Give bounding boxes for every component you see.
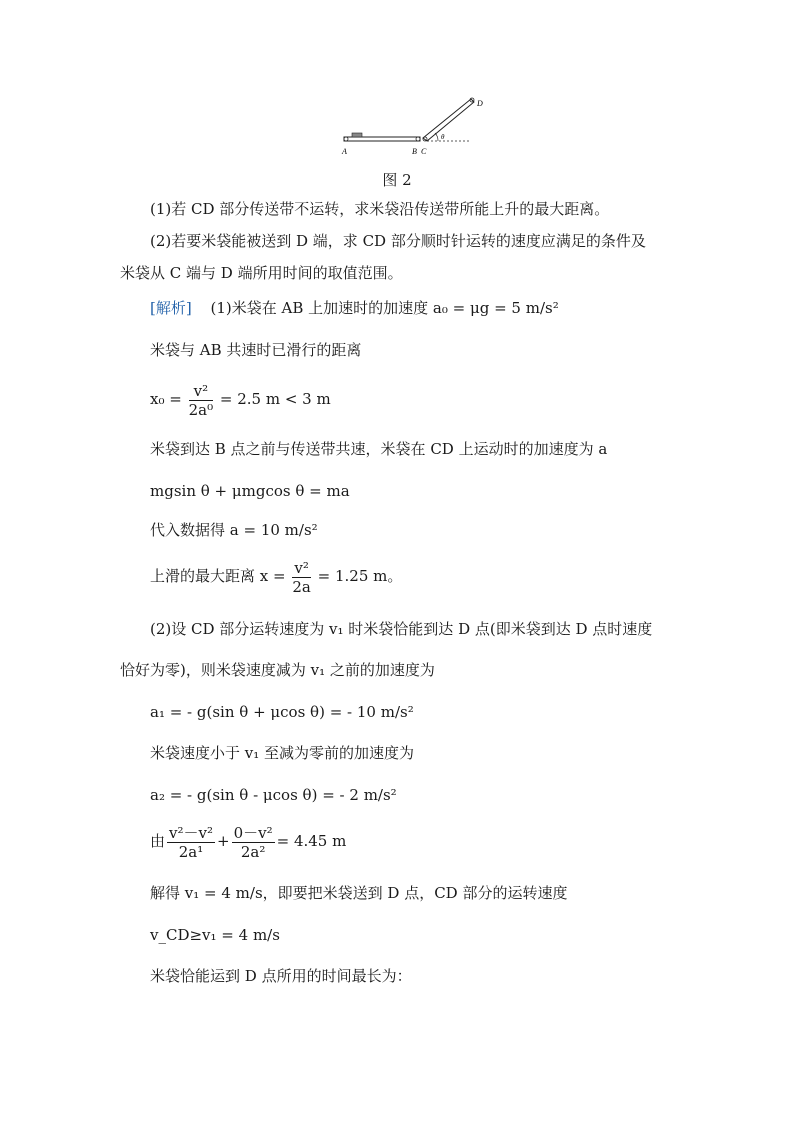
xmax-numerator: v² bbox=[294, 558, 309, 577]
question-2-line-2: 米袋从 C 端与 D 端所用时间的取值范围。 bbox=[120, 264, 403, 282]
solution-line-1-text: (1)米袋在 AB 上加速时的加速度 a₀ = μg = 5 m/s² bbox=[210, 299, 559, 317]
x0-rhs: = 2.5 m < 3 m bbox=[219, 390, 331, 408]
eq-rhs: = 4.45 m bbox=[276, 832, 347, 850]
xmax-rhs: = 1.25 m。 bbox=[317, 567, 403, 585]
label-d: D bbox=[477, 99, 483, 108]
solution-line-16: 米袋恰能运到 D 点所用的时间最长为： bbox=[150, 967, 412, 985]
rice-bag bbox=[352, 133, 362, 137]
solution-line-10: a₁ = - g(sin θ + μcos θ) = - 10 m/s² bbox=[150, 703, 414, 721]
eq-fraction-2 bbox=[232, 824, 275, 861]
label-b: B bbox=[412, 147, 417, 156]
label-c: C bbox=[421, 147, 427, 156]
label-a: A bbox=[342, 147, 347, 156]
belt-cd bbox=[423, 99, 474, 141]
xmax-denominator: 2a bbox=[292, 577, 311, 596]
solution-line-12: a₂ = - g(sin θ - μcos θ) = - 2 m/s² bbox=[150, 786, 397, 804]
solution-line-15: v_CD≥v₁ = 4 m/s bbox=[150, 926, 280, 944]
x0-denominator: 2a⁰ bbox=[188, 400, 214, 419]
solution-line-6: 代入数据得 a = 10 m/s² bbox=[150, 521, 318, 539]
solution-line-3 bbox=[150, 380, 331, 419]
solution-line-2: 米袋与 AB 共速时已滑行的距离 bbox=[150, 341, 362, 359]
belt-ab bbox=[344, 137, 420, 141]
solution-line-14: 解得 v₁ = 4 m/s，即要把米袋送到 D 点，CD 部分的运转速度 bbox=[150, 884, 568, 902]
x0-numerator: v² bbox=[189, 382, 214, 401]
eq-fraction-2-denominator: 2a² bbox=[240, 842, 266, 861]
label-theta: θ bbox=[441, 133, 445, 141]
eq-fraction-1 bbox=[167, 824, 215, 861]
xmax-fraction bbox=[292, 559, 311, 596]
eq-fraction-1-denominator: 2a¹ bbox=[178, 842, 204, 861]
question-1: (1)若 CD 部分传送带不运转，求米袋沿传送带所能上升的最大距离。 bbox=[150, 200, 610, 218]
solution-line-13 bbox=[150, 822, 346, 861]
solution-tag: [解析] bbox=[150, 299, 192, 317]
eq-prefix: 由 bbox=[150, 832, 166, 850]
figure-caption: 图 2 bbox=[382, 171, 412, 189]
solution-line-9: 恰好为零)，则米袋速度减为 v₁ 之前的加速度为 bbox=[120, 661, 435, 679]
roller-a bbox=[344, 137, 348, 141]
solution-line-4: 米袋到达 B 点之前与传送带共速，米袋在 CD 上运动时的加速度为 a bbox=[150, 440, 608, 458]
x0-fraction bbox=[189, 382, 214, 419]
roller-b bbox=[416, 137, 420, 141]
question-2-line-1: (2)若要米袋能被送到 D 端，求 CD 部分顺时针运转的速度应满足的条件及 bbox=[150, 232, 646, 250]
solution-line-7 bbox=[150, 557, 402, 596]
solution-line-8: (2)设 CD 部分运转速度为 v₁ 时米袋恰能到达 D 点(即米袋到达 D 点时速度 bbox=[150, 620, 653, 638]
solution-line-1 bbox=[150, 297, 559, 319]
eq-fraction-1-numerator: v²－v² bbox=[169, 823, 213, 842]
xmax-lhs: 上滑的最大距离 x = bbox=[150, 567, 286, 585]
solution-line-11: 米袋速度小于 v₁ 至减为零前的加速度为 bbox=[150, 744, 415, 762]
eq-plus: + bbox=[217, 832, 230, 850]
x0-lhs: x₀ = bbox=[150, 390, 182, 408]
conveyor-diagram bbox=[330, 92, 510, 164]
solution-line-5: mgsin θ + μmgcos θ = ma bbox=[150, 482, 350, 500]
eq-fraction-2-numerator: 0－v² bbox=[233, 823, 273, 842]
